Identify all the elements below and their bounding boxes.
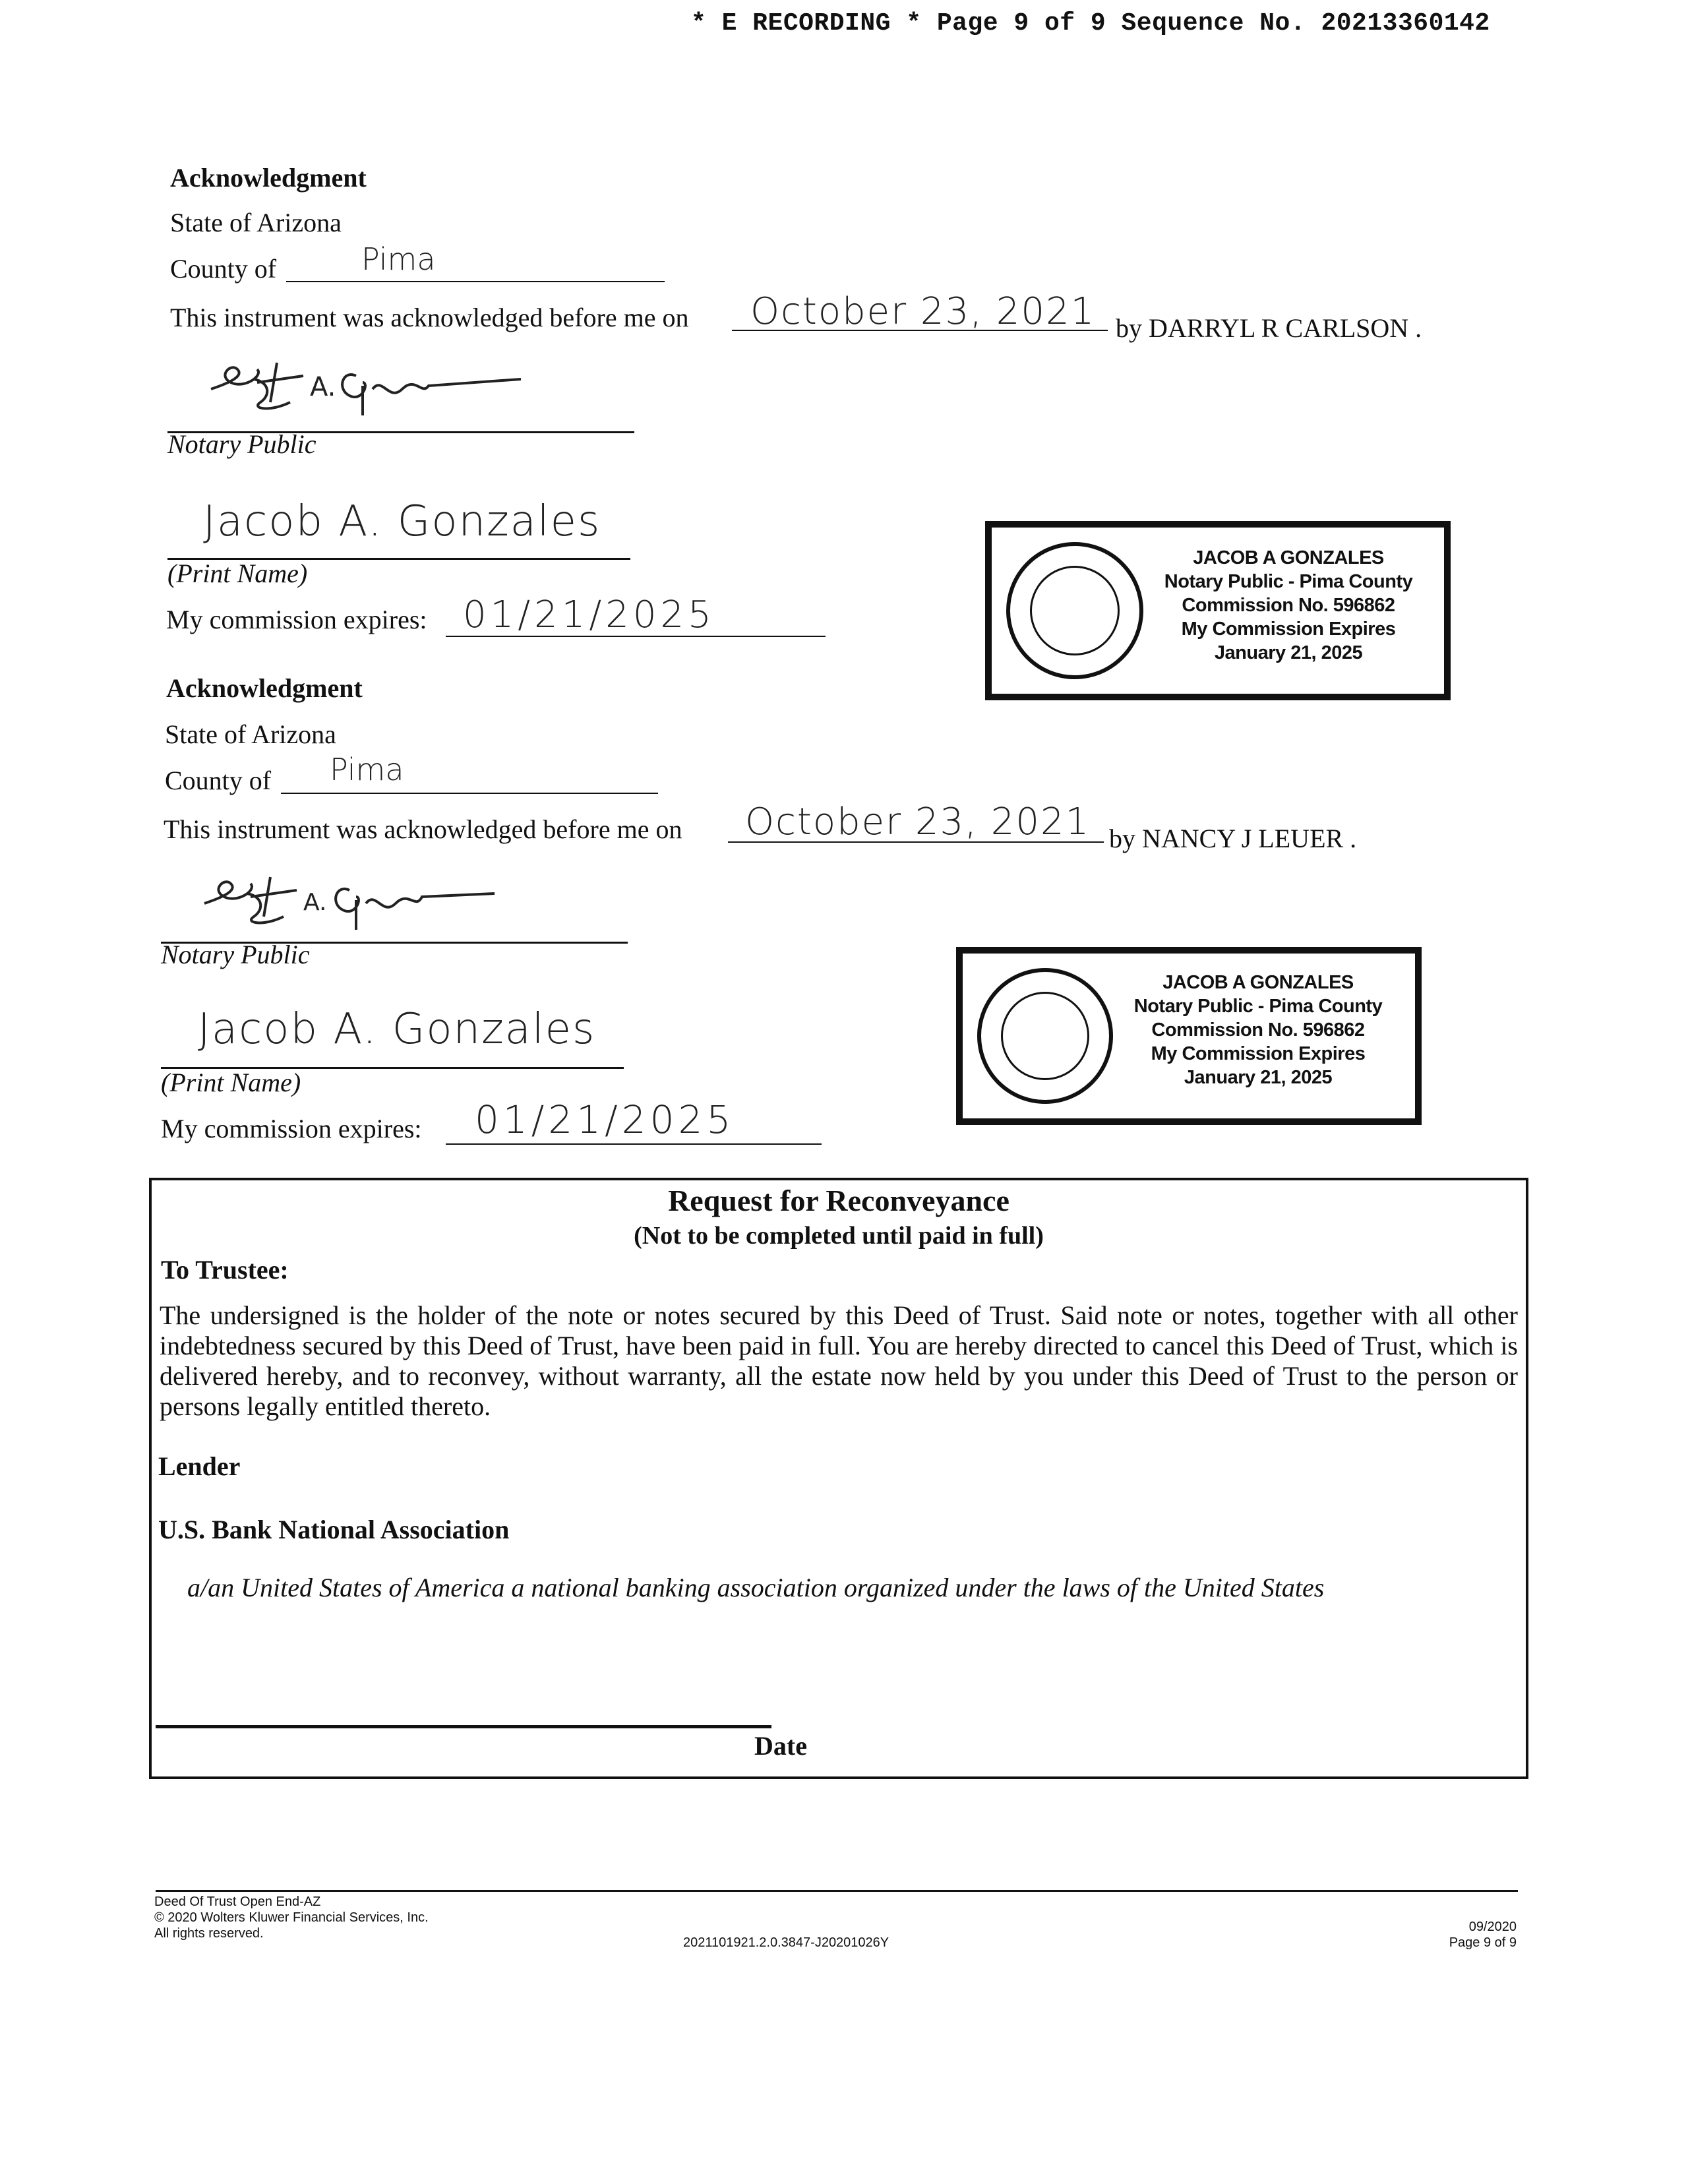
lender-label: Lender [158,1451,241,1481]
ack1-county-label: County of [170,254,277,284]
ack1-instrument-text: This instrument was acknowledged before me on [170,303,689,332]
ack2-commission-value: 01/21/2025 [475,1097,735,1142]
footer-form-name: Deed Of Trust Open End-AZ [154,1895,321,1909]
ack2-print-name-value: Jacob A. Gonzales [198,1005,596,1054]
stamp-1-name: JACOB A GONZALES [1193,547,1384,568]
reconveyance-title: Request for Reconveyance [668,1184,1010,1217]
footer-rule [156,1890,1518,1892]
ack2-instrument-text: This instrument was acknowledged before me on [164,814,682,844]
ack2-date-line [728,841,1104,843]
ack2-county-line [281,793,658,794]
ack1-print-name-value: Jacob A. Gonzales [203,497,601,546]
stamp-2-name: JACOB A GONZALES [1162,972,1354,993]
ack1-date-value: October 23, 2021 [750,290,1096,333]
ack2-state: State of Arizona [165,719,336,749]
footer-doc-code: 2021101921.2.0.3847-J20201026Y [683,1935,889,1950]
stamp-2-line2: Notary Public - Pima County [1133,996,1383,1017]
ack2-by-text: by NANCY J LEUER . [1109,824,1357,853]
ack1-commission-value: 01/21/2025 [463,593,715,636]
reconveyance-subtitle: (Not to be completed until paid in full) [634,1222,1044,1250]
ack1-date-line [732,330,1108,331]
ack2-commission-label: My commission expires: [161,1114,422,1143]
stamp-1-text [1143,546,1433,665]
stamp-1-line5: January 21, 2025 [1214,642,1363,663]
ack2-notary-label: Notary Public [161,940,310,969]
recording-header: * E RECORDING * Page 9 of 9 Sequence No. 20213360142 [691,9,1490,38]
ack1-commission-line [446,636,826,637]
lender-name: U.S. Bank National Association [158,1515,510,1544]
footer-right [1385,1919,1517,1951]
notary-signature-2 [185,864,514,943]
stamp-2-line5: January 21, 2025 [1184,1067,1333,1088]
stamp-1-line2: Notary Public - Pima County [1164,571,1413,592]
ack1-commission-label: My commission expires: [166,605,427,634]
footer-rights: All rights reserved. [154,1926,264,1941]
svg-text:A.: A. [310,372,336,402]
arizona-seal-icon [1006,542,1143,679]
stamp-1-line3: Commission No. 596862 [1182,595,1395,616]
ack2-title: Acknowledgment [166,673,363,703]
ack1-print-name-label: (Print Name) [167,559,308,588]
footer-version: 09/2020 [1468,1920,1517,1934]
footer-copyright: © 2020 Wolters Kluwer Financial Services, Inc. [154,1910,429,1925]
ack1-notary-label: Notary Public [167,429,316,459]
ack1-state: State of Arizona [170,208,342,237]
reconveyance-box [149,1178,1528,1779]
stamp-2-text [1113,971,1403,1089]
notary-stamp-2 [956,947,1422,1125]
ack1-by-text: by DARRYL R CARLSON . [1116,313,1422,343]
date-label: Date [754,1731,807,1761]
notary-stamp-1 [985,521,1451,700]
svg-text:A.: A. [303,889,327,916]
footer-left [154,1894,429,1941]
lender-description: a/an United States of America a national banking association organized under the laws of the United States [187,1573,1325,1602]
notary-signature-1 [191,349,534,429]
arizona-seal-icon-2 [977,968,1113,1104]
date-signature-line [156,1725,771,1728]
stamp-2-line3: Commission No. 596862 [1151,1019,1365,1041]
stamp-1-line4: My Commission Expires [1181,619,1396,640]
ack2-county-label: County of [165,766,272,795]
ack2-print-name-label: (Print Name) [161,1068,301,1097]
reconveyance-body: The undersigned is the holder of the note or notes secured by this Deed of Trust. Said note or notes, together with all other indebtedness secured by this Deed of Trust, have been paid in full. You are hereby directed to cancel this Deed of Trust, which is delivered hereby, and to reconvey, without warranty, all the estate now held by you under this Deed of Trust to the person or persons legally entitled thereto. [160,1300,1518,1421]
stamp-2-line4: My Commission Expires [1151,1043,1366,1064]
ack2-date-value: October 23, 2021 [745,801,1091,843]
ack1-county-line [286,281,665,282]
ack1-county-value: Pima [361,241,436,277]
to-trustee-label: To Trustee: [161,1255,289,1285]
ack2-commission-line [446,1143,822,1145]
ack1-title: Acknowledgment [170,163,367,193]
ack2-county-value: Pima [330,752,404,787]
footer-page: Page 9 of 9 [1449,1935,1517,1950]
